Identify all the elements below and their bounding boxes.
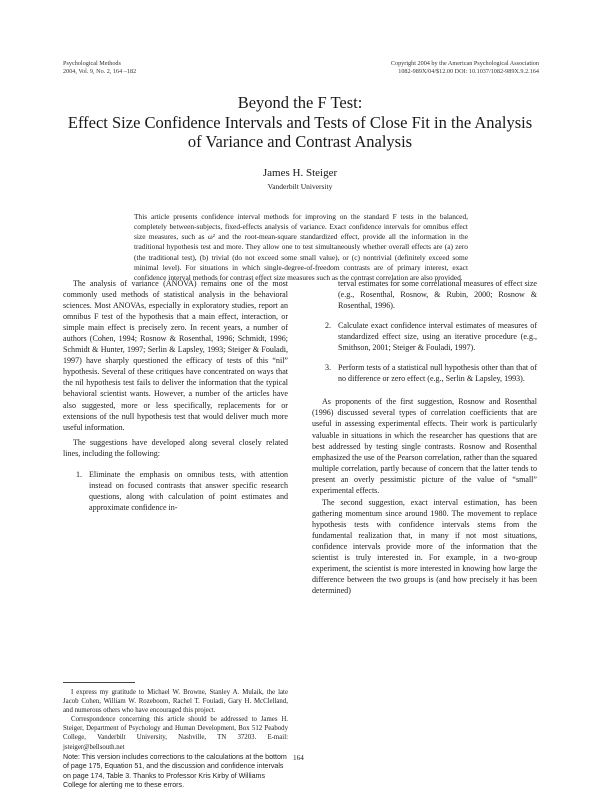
page-number: 164	[293, 754, 304, 762]
list-item-text: Perform tests of a statistical null hypothesis other than that of no difference or zero effect (e.g., Serlin & Lapsley, 1993).	[338, 363, 537, 384]
body-paragraph: As proponents of the first suggestion, Rosnow and Rosenthal (1996) discussed several types of correlation coefficients that are useful in assessing experimental effects. Their work is particularly valuable in situations in which the researcher has questions that are best addressed by testing single contrasts. Rosnow and Rosenthal emphasized the use of the Pearson correlation, rather than the squared multiple correlation, partly because of concern that the latter tends to present an overly pessimistic picture of the value of “small” experimental effects.	[312, 397, 538, 495]
body-paragraph: The second suggestion, exact interval estimation, has been gathering momentum since around 1980. The movement to replace hypothesis tests with confidence intervals stems from the fundamental realization that, in many if not most situations, confidence intervals provide more of the information that the scientist is truly interested in. For example, in a two-group experiment, the scientist is more interested in knowing how large the difference between the two groups is (and how precisely it has been determined)	[312, 497, 537, 596]
list-item	[63, 469, 288, 513]
list-number: 3.	[325, 363, 332, 373]
author-affiliation: Vanderbilt University	[267, 182, 333, 191]
footnotes	[63, 688, 288, 752]
list-item-text: Calculate exact confidence interval estimates of measures of standardized effect size, using an iterative procedure (e.g., Smithson, 2001; Steiger & Fouladi, 1997).	[338, 321, 537, 353]
right-column	[312, 278, 537, 596]
footnote-rule	[63, 682, 135, 683]
running-header-right	[391, 60, 539, 76]
correspondence-footnote: Correspondence concerning this article should be addressed to James H. Steiger, Department of Psychology and Human Development, Box 512 Peabody College, Vanderbilt University, Nashville, TN 37203. E-mail: jsteiger@bellsouth.net	[63, 716, 288, 751]
list-number: 1.	[76, 469, 83, 479]
running-header-left	[63, 60, 136, 76]
body-paragraph: The analysis of variance (ANOVA) remains one of the most commonly used methods of statistical analysis in the behavioral sciences. Most ANOVAs, especially in exploratory studies, report an omnibus F test of the hypothesis that a main effect, interaction, or simple main effect is precisely zero. In recent years, a number of authors (Cohen, 1994; Rosnow & Rosenthal, 1996; Schmidt, 1996; Schmidt & Hunter, 1997; Serlin & Lapsley, 1993; Steiger & Fouladi, 1997) have sharply questioned the efficacy of tests of this “nil” hypothesis. Several of these critiques have concentrated on ways that the nil hypothesis test fails to deliver the information that the typical behavioral scientist wants. However, a number of the articles have also suggested, more or less specifically, replacements for or extensions of the null hypothesis test that would deliver much more useful information.	[63, 279, 288, 432]
list-item	[312, 320, 537, 353]
copyright-line: Copyright 2004 by the American Psychological Association	[390, 60, 539, 67]
journal-issue: 2004, Vol. 9, No. 2, 164 –182	[63, 68, 137, 75]
abstract: This article presents confidence interval methods for improving on the standard F tests in the balanced, completely between-subjects, fixed-effects analysis of variance. Exact confidence intervals for omnibus effect size measures, such as ω² and the root-mean-square standardized effect, provide all the information in the traditional hypothesis test and more. They allow one to test simultaneously whether overall effects are (a) zero (the traditional test), (b) trivial (do not exceed some small value), or (c) nontrivial (definitely exceed some minimal level). For situations in which single-degree-of-freedom contrasts are of primary interest, exact confidence interval methods for contrast effect size measures such as the contrast correlation are also provided.	[134, 212, 468, 282]
list-item-continued	[312, 278, 537, 311]
author-name: James H. Steiger	[262, 167, 338, 179]
left-column	[63, 278, 288, 513]
list-number: 2.	[325, 321, 332, 331]
list-item-text: Eliminate the emphasis on omnibus tests, with attention instead on focused contrasts that answer specific research questions, along with calculation of point estimates and approximate confidence in-	[89, 469, 288, 512]
doi-line: 1082-989X/04/$12.00 DOI: 10.1037/1082-989X.9.2.164	[398, 68, 539, 75]
correction-note: Note: This version includes corrections to the calculations at the bottom of page 175, Equation 51, and the discussion and confidence intervals on page 174, Table 3. Thanks to Professor Kris Kirby of Williams College for alerting me to these errors.	[63, 753, 287, 790]
article-title	[0, 93, 600, 152]
journal-name: Psychological Methods	[63, 60, 121, 67]
list-item	[312, 362, 537, 384]
title-line-1: Beyond the F Test:	[237, 93, 363, 112]
body-paragraph: The suggestions have developed along several closely related lines, including the following:	[63, 437, 288, 458]
acknowledgment-footnote: I express my gratitude to Michael W. Browne, Stanley A. Mulaik, the late Jacob Cohen, William W. Rozeboom, Rachel T. Fouladi, Gary H. McClelland, and numerous others who have encouraged this project.	[63, 689, 288, 715]
title-line-3: of Variance and Contrast Analysis	[187, 132, 413, 151]
list-item-text: terval estimates for some correlational measures of effect size (e.g., Rosenthal, Rosnow, & Rubin, 2000; Rosnow & Rosenthal, 1996).	[338, 279, 537, 311]
title-line-2: Effect Size Confidence Intervals and Tests of Close Fit in the Analysis	[67, 112, 533, 132]
